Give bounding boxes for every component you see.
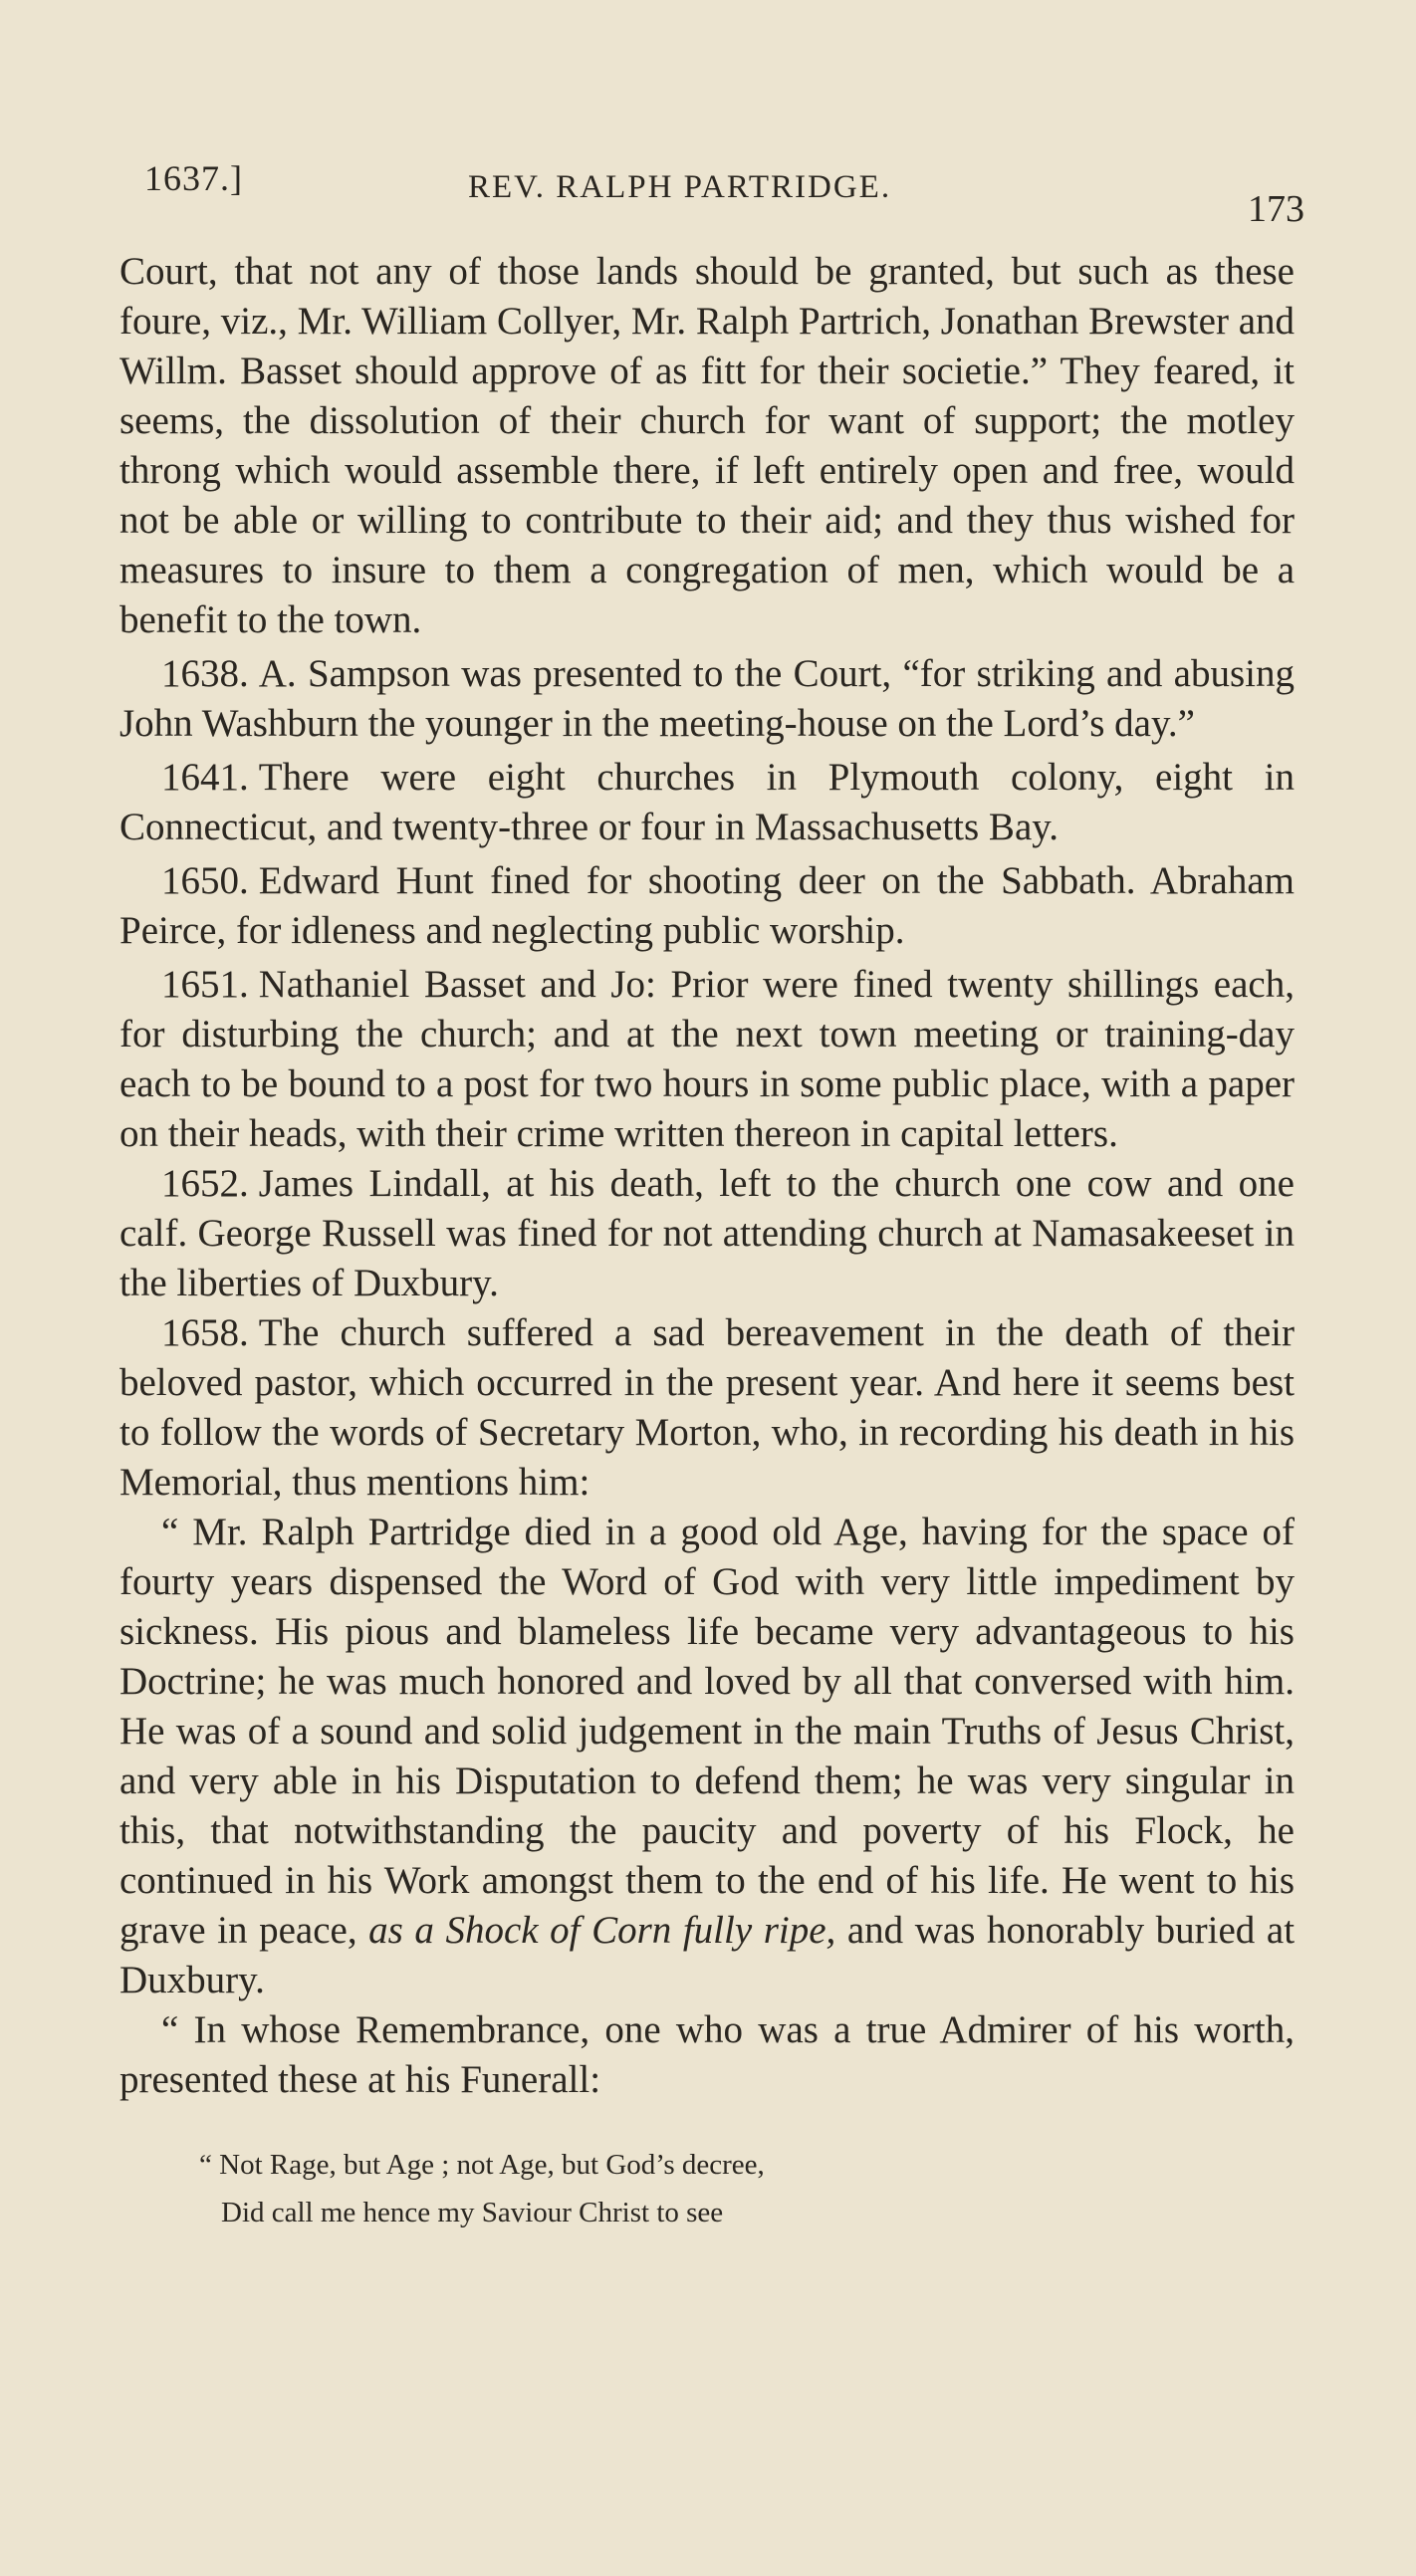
- entry-text: A. Sampson was presented to the Court, “for striking and abusing John Washburn the younger in the meeting-house on the Lord’s day.”: [119, 652, 1295, 745]
- paragraph-remembrance: “ In whose Remembrance, one who was a true Admirer of his worth, presented these at his Funerall:: [119, 2008, 1295, 2101]
- entry-date: 1658.: [161, 1311, 249, 1354]
- page-number: 173: [1248, 188, 1304, 230]
- quote-text-end: and was honorably buried at Duxbury.: [119, 1909, 1296, 2001]
- paragraph-1650: [119, 856, 1295, 956]
- funeral-poem: [199, 2141, 1295, 2236]
- paragraph-1641: [119, 753, 1295, 852]
- header-year: 1637.]: [144, 158, 243, 198]
- entry-text: Nathaniel Basset and Jo: Prior were fined twenty shillings each, for disturbing the church; and at the next town meeting or training-day each to be bound to a post for two hours in some public place, with a paper on their heads, with their crime written thereon in capital letters.: [119, 963, 1295, 1155]
- entry-text: The church suffered a sad bereavement in the death of their beloved pastor, which occurred in the present year. And here it seems best to follow the words of Secretary Morton, who, in recording his death in his Memorial, thus mentions him:: [119, 1311, 1295, 1504]
- paragraph-1651: [119, 960, 1295, 1159]
- entry-date: 1652.: [161, 1162, 249, 1205]
- quote-text: “ Mr. Ralph Partridge died in a good old Age, having for the space of fourty years dispensed the Word of God with very little impediment by sickness. His pious and blameless life became very advantageous to his Doctrine; he was much honored and loved by all that conversed with him. He was of a sound and solid judgement in the main Truths of Jesus Christ, and very able in his Disputation to defend them; he was very singular in this, that notwithstanding the paucity and poverty of his Flock, he continued in his Work amongst them to the end of his life. He went to his grave in peace,: [119, 1511, 1295, 1952]
- body-text: [119, 247, 1295, 2236]
- paragraph-1638: [119, 649, 1295, 749]
- running-header: [144, 149, 1304, 230]
- paragraph-1652: [119, 1159, 1295, 1308]
- quote-italic-text: as a Shock of Corn fully ripe,: [368, 1909, 836, 1952]
- entry-date: 1638.: [161, 652, 249, 695]
- poem-line-2: Did call me hence my Saviour Christ to see: [221, 2197, 724, 2228]
- entry-date: 1641.: [161, 756, 249, 799]
- paragraph-court-lands: Court, that not any of those lands should be granted, but such as these foure, viz., Mr. William Collyer, Mr. Ralph Partrich, Jonathan Brewster and Willm. Basset should approve of as fitt for their societie.” They feared, it seems, the dissolution of their church for want of support; the motley throng which would assemble there, if left entirely open and free, would not be able or willing to contribute to their aid; and they thus wished for measures to insure to them a congregation of men, which would be a benefit to the town.: [119, 250, 1295, 641]
- paragraph-morton-quote: [119, 1508, 1295, 2005]
- entry-date: 1650.: [161, 859, 249, 902]
- entry-date: 1651.: [161, 963, 249, 1006]
- entry-text: There were eight churches in Plymouth colony, eight in Connecticut, and twenty-three or four in Massachusetts Bay.: [119, 756, 1295, 848]
- paragraph-1658: [119, 1308, 1295, 1508]
- entry-text: James Lindall, at his death, left to the church one cow and one calf. George Russell was fined for not attending church at Namasakeeset in the liberties of Duxbury.: [119, 1162, 1295, 1304]
- entry-text: Edward Hunt fined for shooting deer on the Sabbath. Abraham Peirce, for idleness and neglecting public worship.: [119, 859, 1295, 952]
- header-title: REV. RALPH PARTRIDGE.: [468, 169, 892, 205]
- poem-line-1: “ Not Rage, but Age ; not Age, but God’s decree,: [199, 2149, 765, 2181]
